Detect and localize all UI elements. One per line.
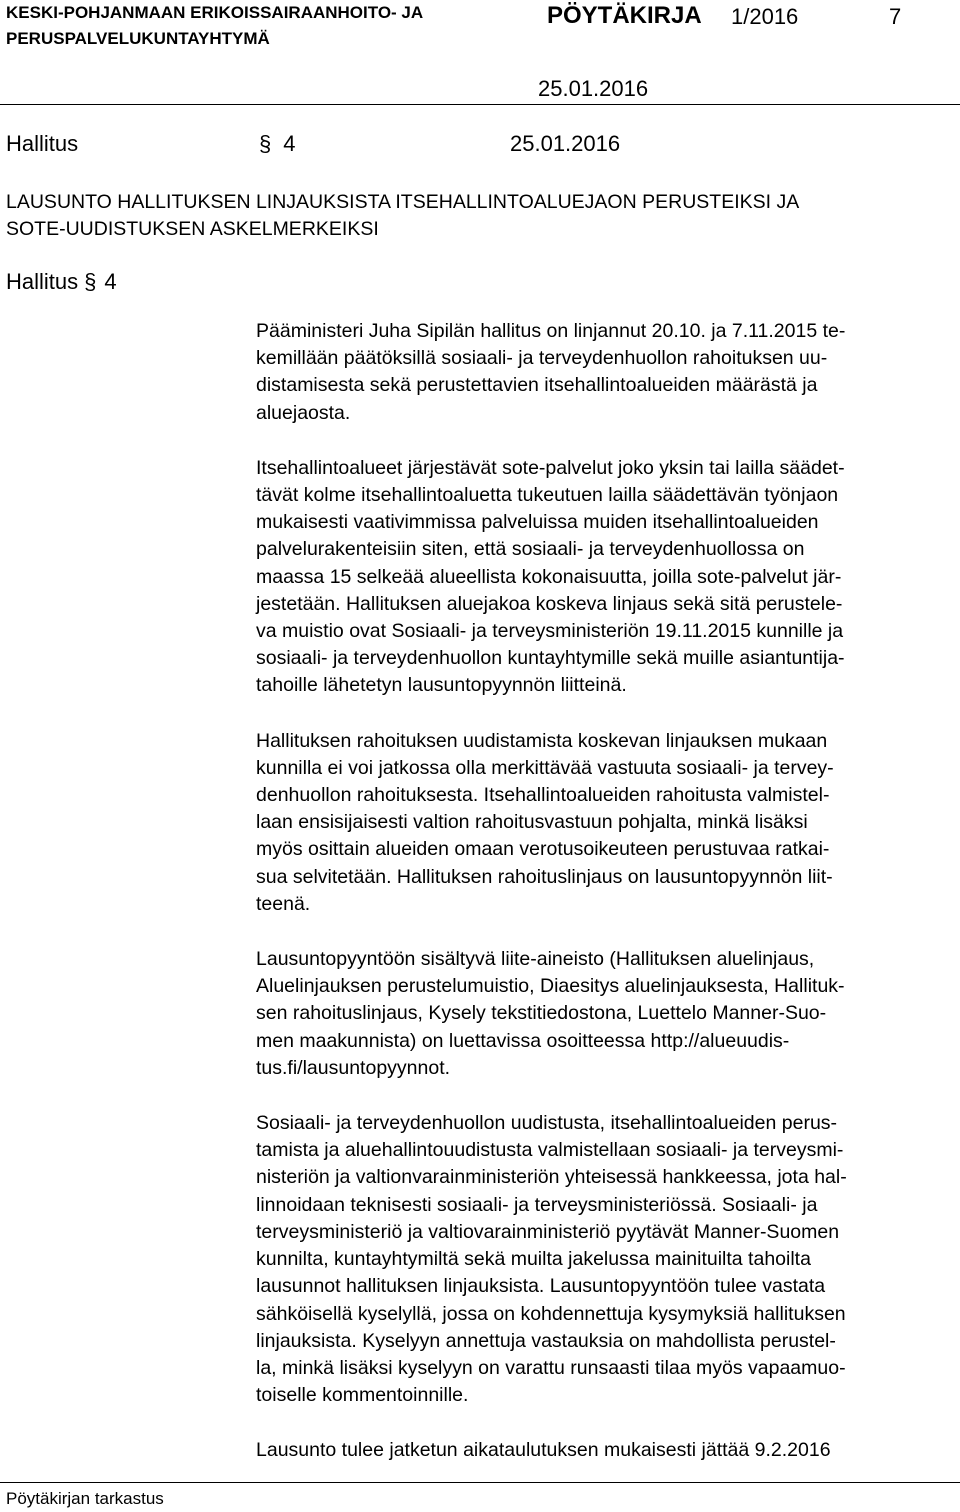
paragraph-line: kunnilla ei voi jatkossa olla merkittävää vastuuta sosiaali- ja tervey- (256, 756, 834, 779)
section-ref-line (6, 269, 117, 295)
paragraph-line: terveysministeriö ja valtiovarainministeriö pyytävät Manner-Suomen (256, 1220, 840, 1243)
paragraph-line: kunnilta, kuntayhtymiltä sekä muilta jakelussa mainituilta tahoilta (256, 1248, 811, 1271)
paragraph-line: linjauksista. Kyselyyn annettuja vastauksia on mahdollista perustel- (256, 1329, 836, 1352)
paragraph-line: la, minkä lisäksi kyselyyn on varattu runsaasti tilaa myös vapaamuo- (256, 1356, 846, 1379)
paragraph-line: distamisesta sekä perustettavien itsehallintoalueiden määrästä ja (256, 374, 818, 397)
section-sign-icon: § (84, 269, 97, 294)
paragraph-line: myös osittain alueiden omaan verotusoikeuteen perustuvaa ratkai- (256, 838, 830, 861)
section-sign-icon: § (259, 131, 272, 156)
section-ref-body: Hallitus (6, 269, 79, 294)
paragraph-line: Itsehallintoalueet järjestävät sote-palvelut joko yksin tai lailla säädet- (256, 456, 845, 479)
paragraph-line: linnoidaan teknisesti sosiaali- ja terveysministeriössä. Sosiaali- ja (256, 1193, 818, 1216)
paragraph-line: Pääministeri Juha Sipilän hallitus on linjannut 20.10. ja 7.11.2015 te- (256, 320, 846, 342)
paragraph-line: tamista ja aluehallintouudistusta valmistellaan sosiaali- ja terveysmi- (256, 1139, 844, 1162)
paragraph-line: denhuollon rahoituksesta. Itsehallintoalueiden rahoitusta valmistel- (256, 784, 830, 807)
paragraph-line: kemillään päätöksillä sosiaali- ja terveydenhuollon rahoituksen uu- (256, 347, 828, 370)
paragraph-line: aluejaosta. (256, 401, 351, 424)
paragraph-line: sua selvitetään. Hallituksen rahoituslinjaus on lausuntopyynnön liit- (256, 865, 833, 888)
document-number: 1/2016 (731, 4, 799, 29)
paragraph-line: tävät kolme itsehallintoaluetta tukeutuen lailla säädettävän työnjaon (256, 484, 839, 507)
paragraph-line: Lausuntopyyntöön sisältyvä liite-aineisto (Hallituksen aluelinjaus, (256, 948, 815, 971)
paragraph-3 (256, 728, 956, 918)
paragraph-line: men maakunnista) on luettavissa osoitteessa http://alueuudis- (256, 1029, 790, 1052)
meeting-body: Hallitus (6, 131, 79, 156)
paragraph-line: sen rahoituslinjaus, Kysely tekstitiedostona, Luettelo Manner-Suo- (256, 1002, 827, 1025)
paragraph-line: Aluelinjauksen perustelumuistio, Diaesitys aluelinjauksesta, Hallituk- (256, 975, 845, 998)
meeting-date: 25.01.2016 (510, 131, 621, 156)
page-number: 7 (889, 4, 902, 29)
footer-label: Pöytäkirjan tarkastus (6, 1489, 164, 1508)
document-type: PÖYTÄKIRJA (547, 2, 702, 29)
section-reference (259, 131, 296, 157)
item-title (6, 189, 799, 243)
organization-name-line2: PERUSPALVELUKUNTAYHTYMÄ (6, 29, 270, 48)
item-title-line2: SOTE-UUDISTUKSEN ASKELMERKEIKSI (6, 218, 379, 240)
paragraph-line: Lausunto tulee jatketun aikataulutuksen mukaisesti jättää 9.2.2016 (256, 1439, 831, 1462)
paragraph-line: va muistio ovat Sosiaali- ja terveysministeriön 19.11.2015 kunnille ja (256, 620, 844, 643)
document-body (256, 318, 956, 1493)
paragraph-4 (256, 946, 956, 1082)
section-number: 4 (283, 131, 296, 156)
paragraph-line: teenä. (256, 892, 311, 915)
item-title-line1: LAUSUNTO HALLITUKSEN LINJAUKSISTA ITSEHALLINTOALUEJAON PERUSTEIKSI JA (6, 191, 800, 213)
paragraph-6 (256, 1437, 956, 1464)
paragraph-line: tahoille lähetetyn lausuntopyynnön liitteinä. (256, 674, 627, 697)
paragraph-line: sosiaali- ja terveydenhuollon kuntayhtymille sekä muille asiantuntija- (256, 647, 845, 670)
paragraph-line: toiselle kommentoinnille. (256, 1384, 469, 1407)
paragraph-line: mukaisesti vaativimmissa palveluissa muiden itsehallintoalueiden (256, 511, 819, 534)
paragraph-2 (256, 455, 956, 700)
paragraph-line: Hallituksen rahoituksen uudistamista koskevan linjauksen mukaan (256, 729, 828, 752)
paragraph-line: maassa 15 selkeää alueellista kokonaisuutta, joilla sote-palvelut jär- (256, 565, 842, 588)
paragraph-line: Sosiaali- ja terveydenhuollon uudistusta, itsehallintoalueiden perus- (256, 1112, 838, 1135)
paragraph-line: sähköisellä kyselyllä, jossa on kohdennettuja kysymyksiä hallituksen (256, 1302, 846, 1325)
section-ref-number: 4 (104, 269, 117, 294)
header-date: 25.01.2016 (538, 76, 649, 101)
paragraph-5 (256, 1110, 956, 1409)
paragraph-line: laan ensisijaisesti valtion rahoitusvastuun pohjalta, minkä lisäksi (256, 811, 808, 834)
paragraph-1 (256, 318, 956, 427)
paragraph-line: lausunnot hallituksen linjauksista. Lausuntopyyntöön tulee vastata (256, 1275, 826, 1298)
paragraph-line: tus.fi/lausuntopyynnot. (256, 1056, 451, 1079)
paragraph-line: jestetään. Hallituksen aluejakoa koskeva linjaus sekä sitä perustele- (256, 592, 843, 615)
paragraph-line: nisteriön ja valtionvarainministeriön yhteisessä hankkeessa, jota hal- (256, 1166, 847, 1189)
organization-name-line1: KESKI-POHJANMAAN ERIKOISSAIRAANHOITO- JA (6, 3, 424, 22)
paragraph-line: palvelurakenteisiin siten, että sosiaali- ja terveydenhuollossa on (256, 538, 805, 561)
footer-divider (0, 1482, 960, 1483)
header-divider (0, 104, 960, 105)
